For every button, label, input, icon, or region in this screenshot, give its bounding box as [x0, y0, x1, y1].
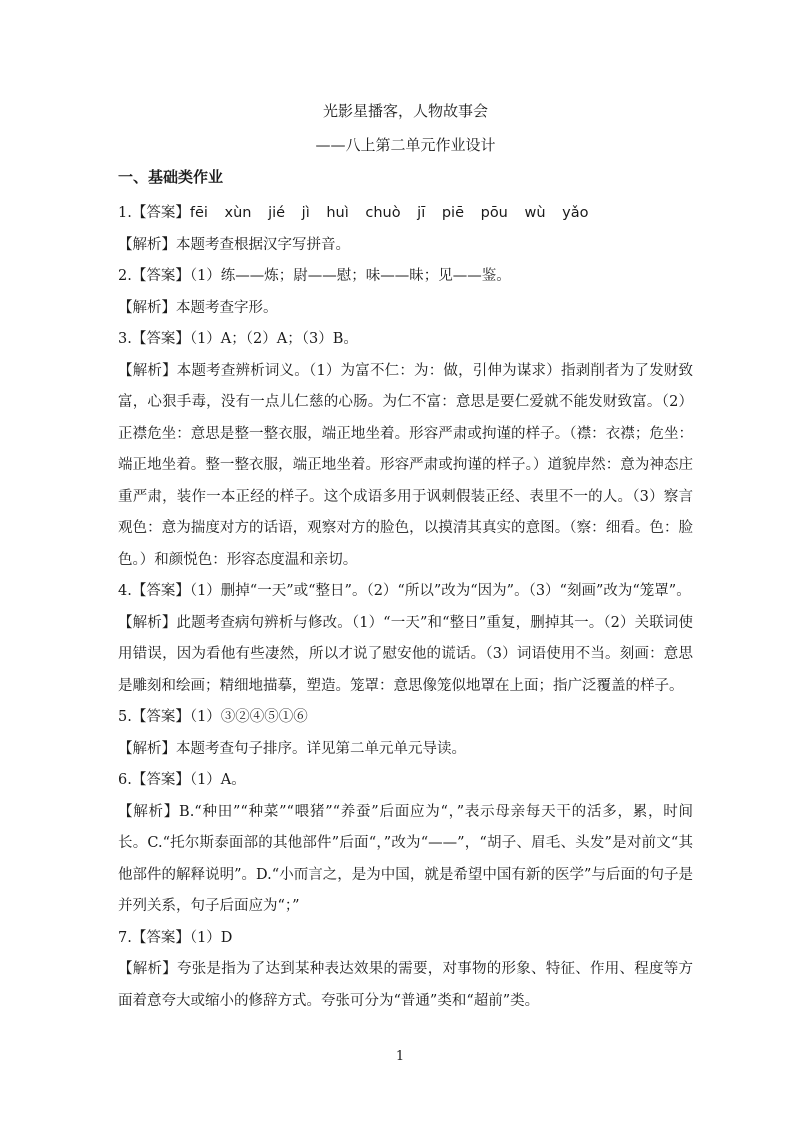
q1-answer [118, 198, 693, 230]
q5-answer: 5.【答案】（1）③②④⑤①⑥ [118, 709, 308, 725]
q3-analysis: 【解析】本题考查辨析词义。（1）为富不仁：为：做，引伸为谋求）指剥削者为了发财致富，心狠手毒，没有一点儿仁慈的心肠。为仁不富：意思是要仁爱就不能发财致富。（2）正襟危坐：意思是整一整衣服，端正地坐着。形容严肃或拘谨的样子。（襟：衣襟；危坐：端正地坐着。整一整衣服，端正地坐着。形容严肃或拘谨的样子。）道貌岸然：意为神态庄重严肃，装作一本正经的样子。这个成语多用于讽刺假装正经、表里不一的人。（3）察言观色：意为揣度对方的话语，观察对方的脸色，以摸清其真实的意图。（察：细看。色：脸色。）和颜悦色：形容态度温和亲切。 [118, 362, 693, 568]
q3-answer: 3.【答案】（1）A；（2）A；（3）B。 [118, 331, 358, 347]
q2-analysis: 【解析】本题考查字形。 [118, 299, 278, 316]
q7-answer: 7.【答案】（1）D [118, 929, 233, 946]
q4-answer: 4.【答案】（1）删掉“一天”或“整日”。（2）“所以”改为“因为”。（3）“刻画”改为“笼罩”。 [118, 583, 691, 599]
q5-analysis: 【解析】本题考查句子排序。详见第二单元单元导读。 [118, 740, 466, 757]
document-body [118, 100, 693, 1017]
q1-analysis: 【解析】本题考查根据汉字写拼音。 [118, 236, 350, 253]
section-heading: 一、基础类作业 [118, 168, 224, 186]
q6-answer: 6.【答案】（1）A。 [118, 772, 246, 788]
q2-answer: 2.【答案】（1）练——炼；尉——慰；味——昧；见——鉴。 [118, 268, 511, 284]
q1-answer-prefix: 1.【答案】 [118, 205, 190, 221]
document-subtitle: ——八上第二单元作业设计 [315, 136, 496, 154]
document-title: 光影星播客，人物故事会 [322, 102, 488, 120]
q6-analysis: 【解析】B.“种田”“种菜”“喂猪”“养蚕”后面应为“，”表示母亲每天干的活多，累，时间长。C.“托尔斯泰面部的其他部件”后面“，”改为“——”，“胡子、眉毛、头发”是对前文“其他部件的解释说明”。D.“小而言之，是为中国，就是希望中国有新的医学”与后面的句子是并列关系，句子后面应为“；” [118, 803, 693, 914]
q4-analysis: 【解析】此题考查病句辨析与修改。（1）“一天”和“整日”重复，删掉其一。（2）关联词使用错误，因为看他有些凄然，所以才说了慰安他的谎话。（3）词语使用不当。刻画：意思是雕刻和绘画；精细地描摹，塑造。笼罩：意思像笼似地罩在上面；指广泛覆盖的样子。 [118, 614, 693, 694]
q7-analysis: 【解析】夸张是指为了达到某种表达效果的需要，对事物的形象、特征、作用、程度等方面着意夸大或缩小的修辞方式。夸张可分为“普通”类和“超前”类。 [118, 961, 693, 1009]
page-number: 1 [395, 1049, 405, 1064]
q1-pinyin: fēi xùn jié jì huì chuò jī piē pōu wù yǎo [189, 205, 589, 221]
